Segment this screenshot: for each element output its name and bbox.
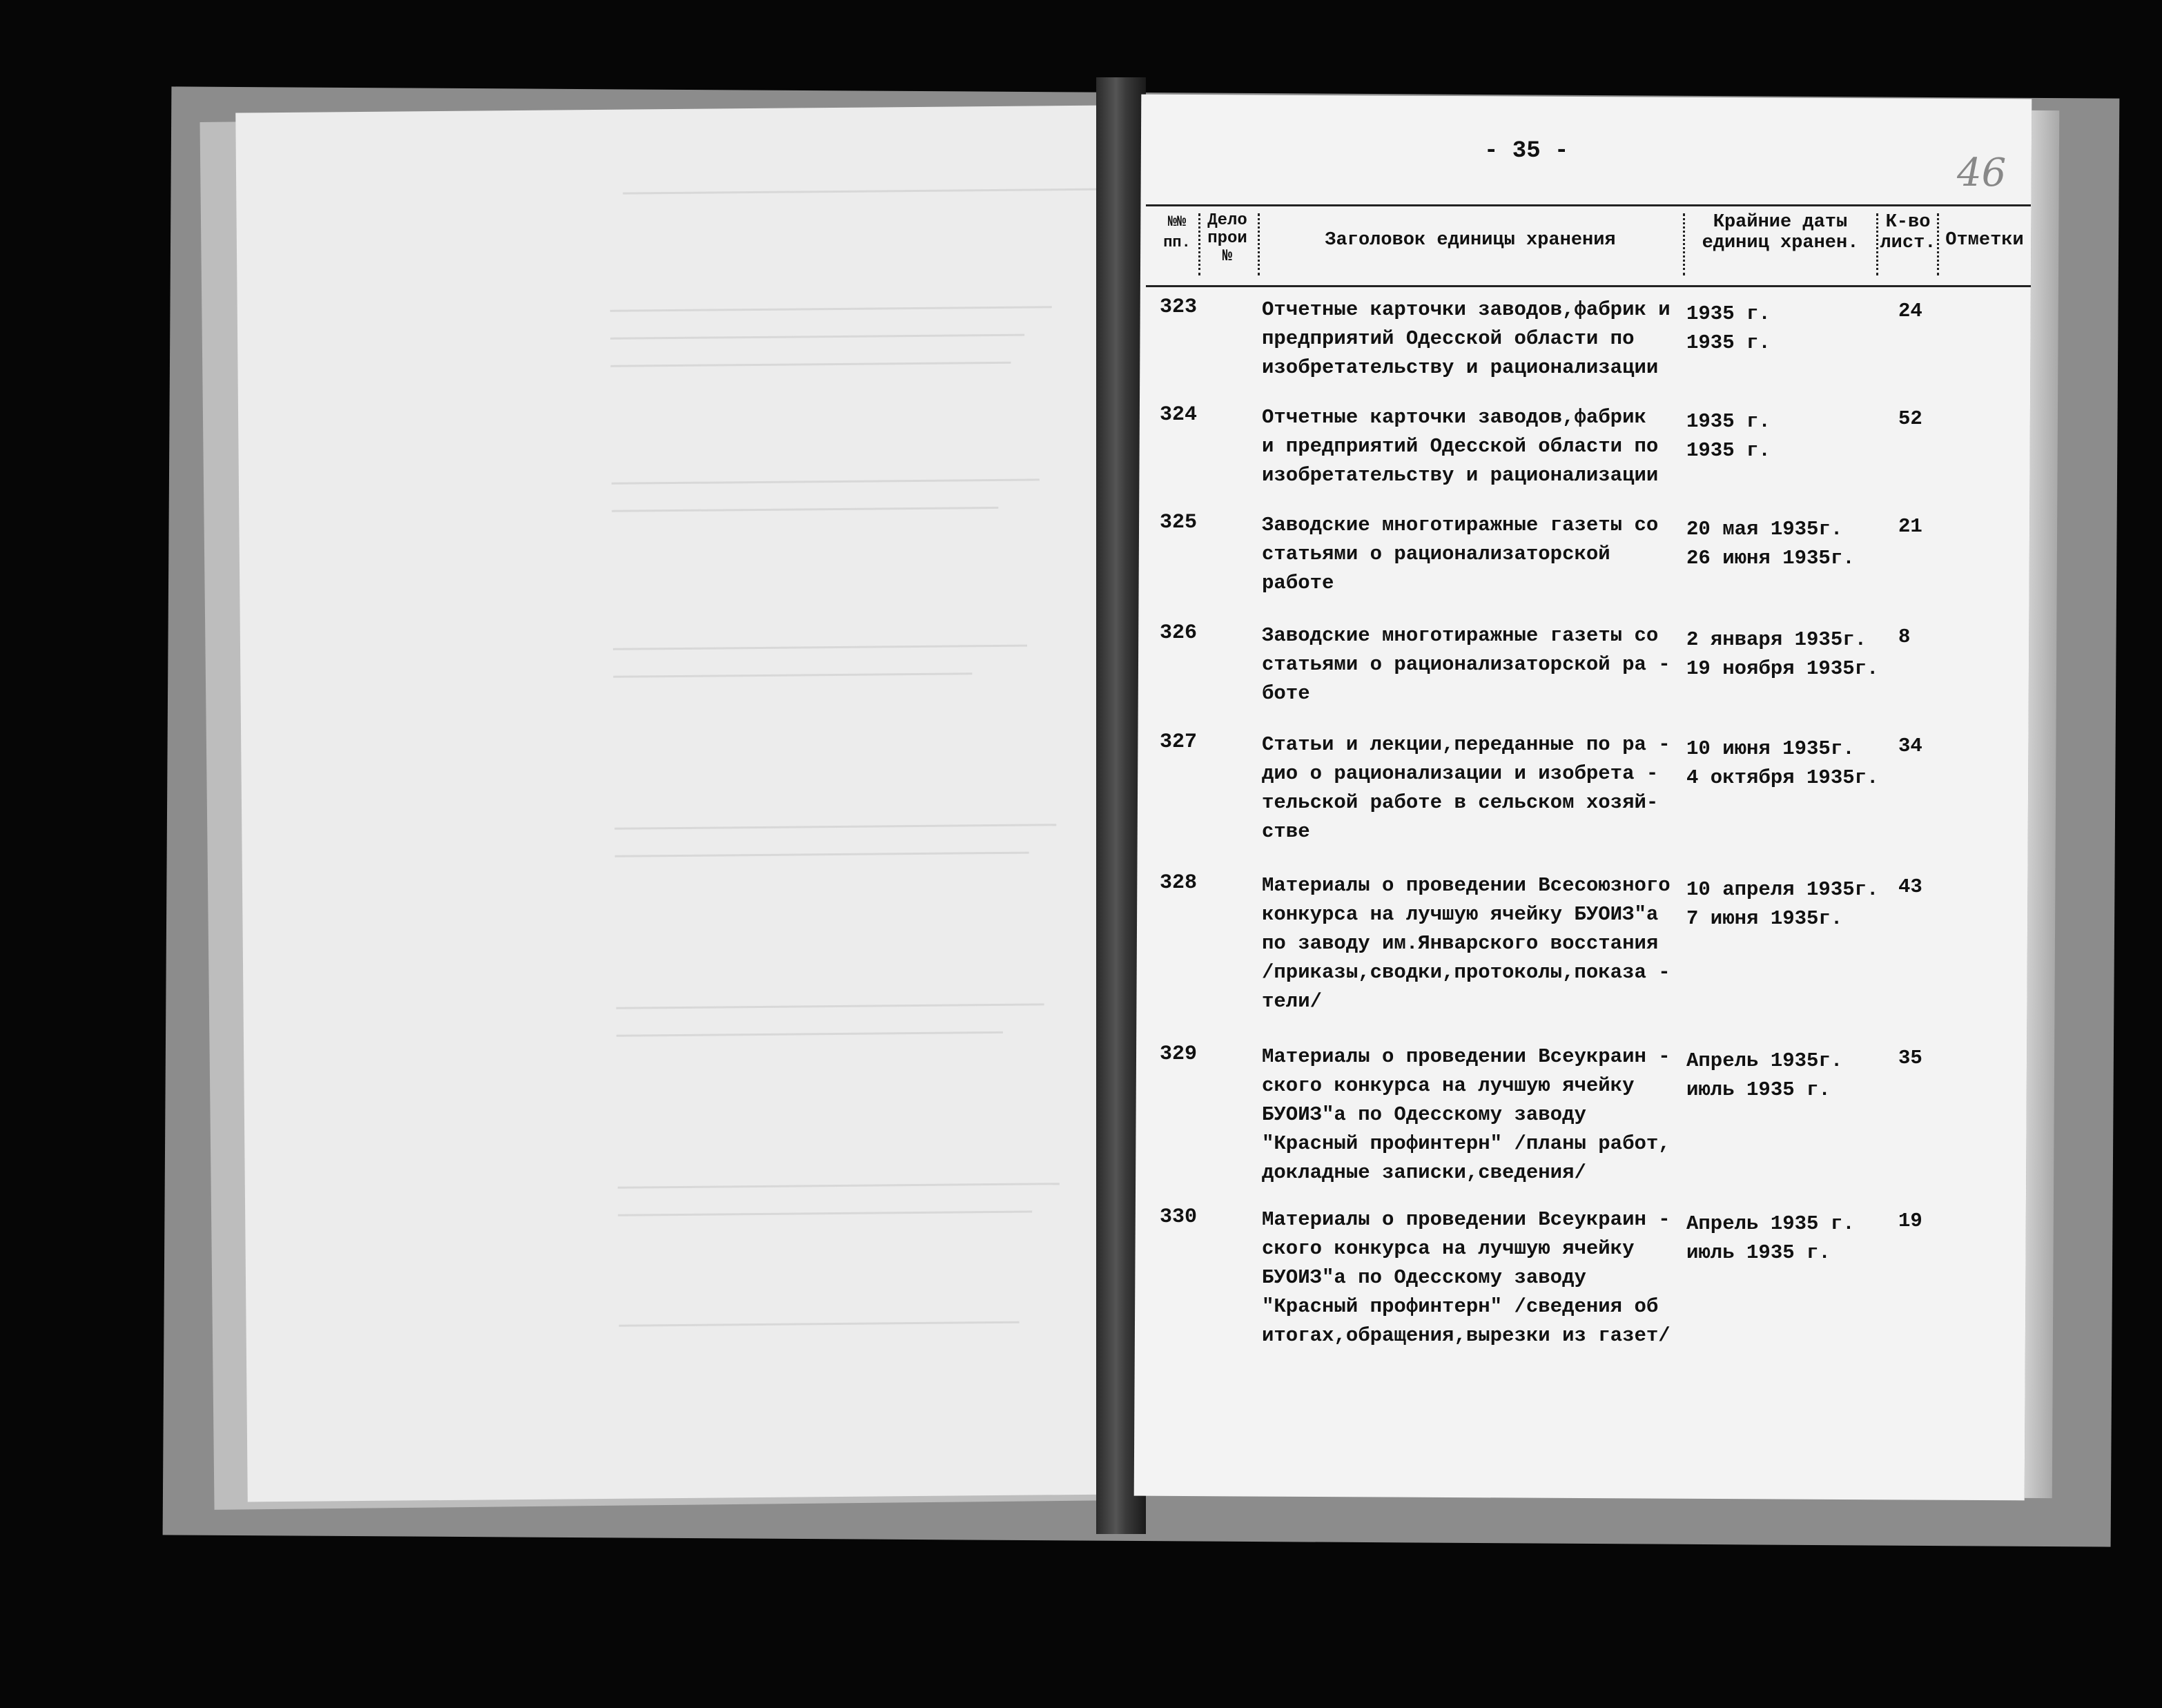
row-number: 326 — [1160, 621, 1198, 645]
bleed-through-line — [612, 507, 998, 512]
row-title: Отчетные карточки заводов,фабрик и предприятий Одесской области по изобретательству и рационализации — [1262, 406, 1659, 487]
row-sheets: 35 — [1898, 1047, 1922, 1069]
row-sheets: 43 — [1898, 875, 1922, 898]
row-dates: 10 апреля 1935г. 7 июня 1935г. — [1686, 878, 1879, 930]
row-title: Отчетные карточки заводов,фабрик и предприятий Одесской области по изобретательству и рационализации — [1262, 298, 1671, 379]
header-num: №№ пп. — [1163, 213, 1191, 251]
left-page — [235, 106, 1121, 1502]
row-number: 328 — [1160, 871, 1198, 895]
row-number: 324 — [1160, 403, 1198, 427]
row-title: Материалы о проведении Всеукраин - ского конкурса на лучшую ячейку БУОИЗ"а по Одесскому заводу "Красный профинтерн" /сведения об итогах,обращения,вырезки из газет/ — [1262, 1208, 1671, 1347]
table-header — [1146, 204, 2031, 287]
header-title: Заголовок единицы хранения — [1325, 230, 1616, 251]
bleed-through-line — [619, 1321, 1020, 1327]
bleed-through-line — [610, 306, 1052, 312]
bleed-through-line — [610, 334, 1024, 340]
row-sheets: 8 — [1898, 625, 1911, 648]
row-sheets: 19 — [1898, 1210, 1922, 1232]
row-number: 325 — [1160, 511, 1198, 534]
page-number: - 35 - — [1484, 138, 1569, 164]
row-title: Заводские многотиражные газеты со статьями о рационализаторской работе — [1262, 514, 1659, 594]
bleed-through-line — [616, 1003, 1044, 1009]
row-sheets: 24 — [1898, 300, 1922, 322]
bleed-through-line — [618, 1183, 1060, 1189]
header-separator — [1258, 213, 1260, 275]
header-sheets: К-во лист. — [1880, 212, 1936, 253]
header-separator — [1876, 213, 1878, 275]
handwritten-folio-number: 46 — [1957, 151, 2007, 195]
bleed-through-line — [610, 362, 1011, 367]
bleed-through-line — [612, 478, 1040, 484]
bleed-through-line — [613, 672, 972, 678]
row-dates: 2 января 1935г. 19 ноября 1935г. — [1686, 628, 1879, 680]
row-number: 323 — [1160, 295, 1198, 319]
row-title: Статьи и лекции,переданные по ра - дио о рационализации и изобрета - тельской работе в сельском хозяй- стве — [1262, 733, 1671, 843]
row-dates: Апрель 1935 г. июль 1935 г. — [1686, 1212, 1855, 1264]
row-number: 330 — [1160, 1205, 1198, 1229]
row-number: 329 — [1160, 1042, 1198, 1066]
header-separator — [1937, 213, 1939, 275]
row-dates: 10 июня 1935г. 4 октября 1935г. — [1686, 737, 1879, 789]
row-title: Заводские многотиражные газеты со статьями о рационализаторской ра - боте — [1262, 624, 1671, 705]
bleed-through-line — [616, 1031, 1003, 1037]
row-sheets: 34 — [1898, 735, 1922, 757]
row-title: Материалы о проведении Всеукраин - ского конкурса на лучшую ячейку БУОИЗ"а по Одесскому заводу "Красный профинтерн" /планы работ, докладные записки,сведения/ — [1262, 1045, 1671, 1184]
header-dates: Крайние даты единиц хранен. — [1702, 212, 1859, 253]
bleed-through-line — [615, 852, 1029, 857]
bleed-through-line — [613, 645, 1027, 650]
row-dates: 1935 г. 1935 г. — [1686, 410, 1771, 462]
bleed-through-line — [618, 1211, 1032, 1216]
row-sheets: 21 — [1898, 515, 1922, 538]
row-dates: Апрель 1935г. июль 1935 г. — [1686, 1049, 1843, 1101]
row-dates: 20 мая 1935г. 26 июня 1935г. — [1686, 518, 1855, 570]
header-separator — [1198, 213, 1200, 275]
row-title: Материалы о проведении Всесоюзного конкурса на лучшую ячейку БУОИЗ"а по заводу им.Январского восстания /приказы,сводки,протоколы,показа - тели/ — [1262, 874, 1671, 1013]
row-dates: 1935 г. 1935 г. — [1686, 302, 1771, 354]
header-case: Дело прои № — [1207, 211, 1247, 266]
row-number: 327 — [1160, 730, 1198, 754]
row-sheets: 52 — [1898, 407, 1922, 430]
header-separator — [1683, 213, 1685, 275]
bleed-through-line — [623, 188, 1106, 195]
header-notes: Отметки — [1945, 230, 2024, 251]
bleed-through-line — [614, 824, 1056, 830]
